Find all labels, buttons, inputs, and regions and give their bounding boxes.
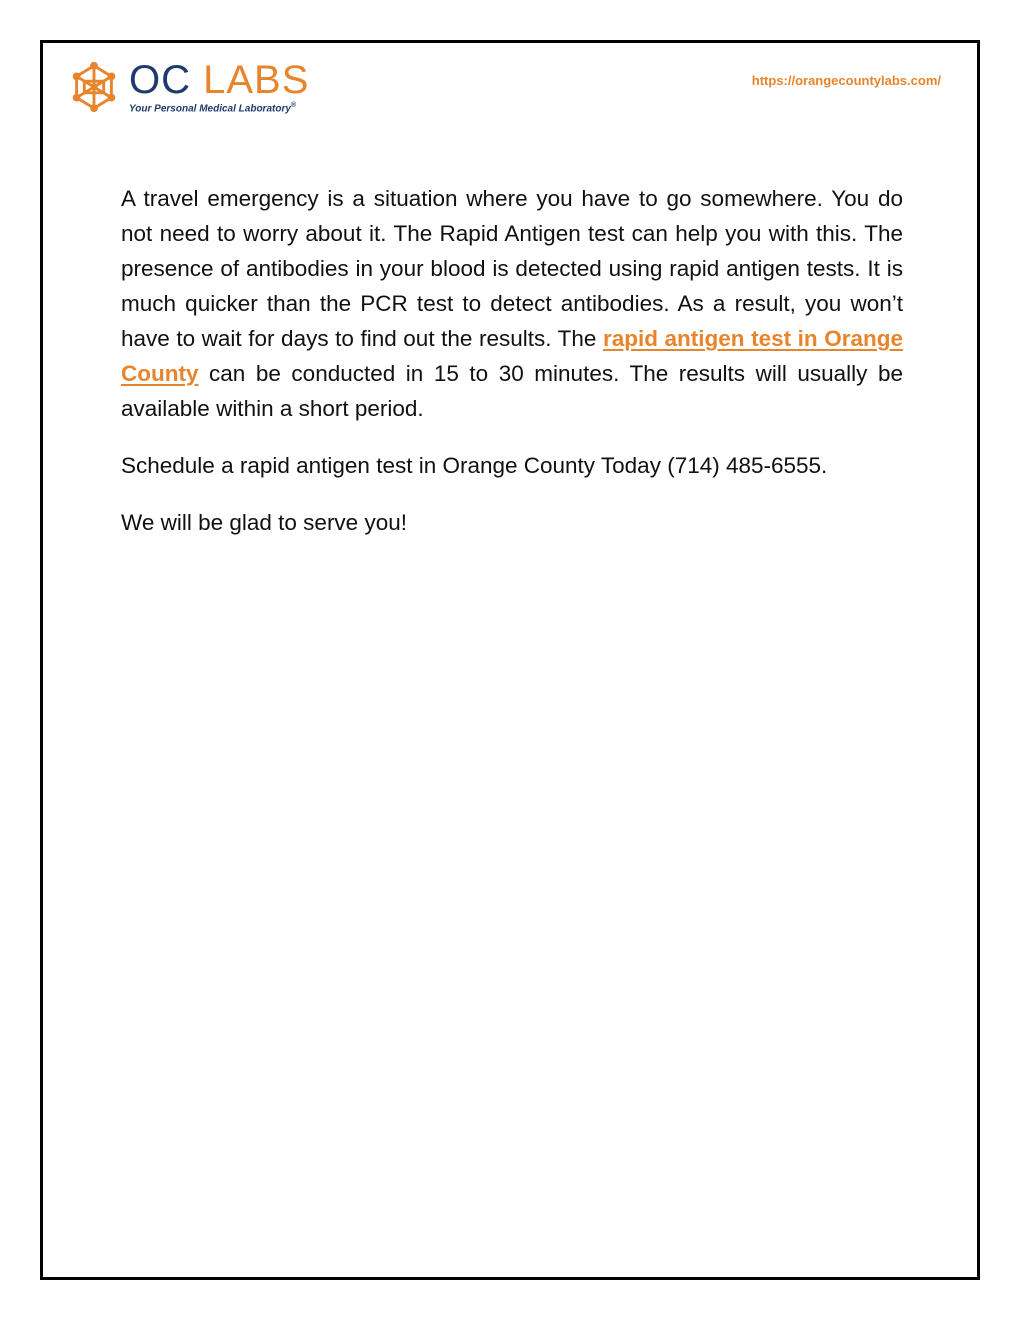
logo-tagline-text: Your Personal Medical Laboratory (129, 103, 291, 115)
logo-brand-labs: LABS (203, 57, 310, 102)
website-url-link[interactable]: https://orangecountylabs.com/ (751, 73, 941, 88)
logo-tagline (129, 102, 309, 114)
logo-brand-oc: OC (129, 57, 191, 102)
logo-text (129, 57, 310, 115)
molecule-network-icon (65, 58, 123, 116)
oc-labs-logo[interactable] (65, 51, 309, 123)
logo-wordmark (129, 57, 310, 102)
paragraph-text-after-link: can be conducted in 15 to 30 minutes. The results will usually be available within a short period. (121, 361, 903, 421)
paragraph-schedule: Schedule a rapid antigen test in Orange County Today (714) 485-6555. (121, 453, 828, 478)
document-body (121, 181, 903, 562)
paragraph-travel-emergency (121, 181, 903, 426)
document-page (40, 40, 980, 1280)
paragraph-closing: We will be glad to serve you! (121, 510, 407, 535)
paragraph-text-before-link: A travel emergency is a situation where you have to go somewhere. You do not need to worry about it. The Rapid Antigen test can help you with this. The presence of antibodies in your blood is detected using rapid antigen tests. It is much quicker than the PCR test to detect antibodies. As a result, you won’t have to wait for days to find out the results. The (121, 186, 903, 351)
rapid-antigen-test-link[interactable]: rapid antigen test in Orange County (121, 326, 903, 386)
registered-mark: ® (290, 101, 297, 109)
